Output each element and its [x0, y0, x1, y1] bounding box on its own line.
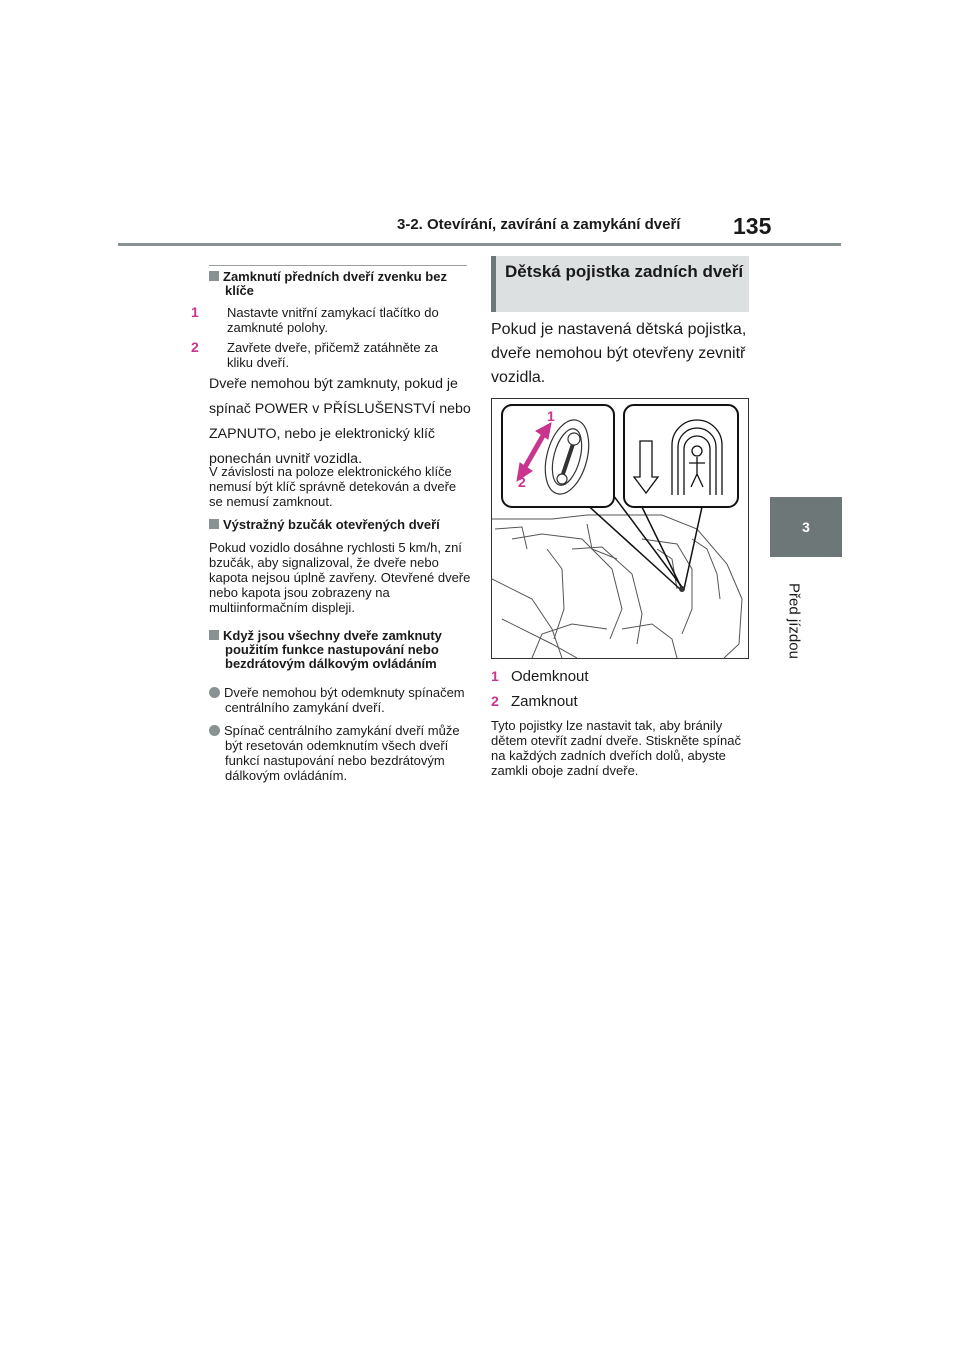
- label-lock: 2: [518, 474, 526, 490]
- paragraph-lock-conditions: Dveře nemohou být zamknuty, pokud je spínač POWER v PŘÍSLUŠENSTVÍ nebo ZAPNUTO, nebo je elektronický klíč ponechán uvnitř vozidla.: [209, 376, 471, 467]
- label-unlock: 1: [547, 408, 555, 424]
- legend-item-unlock: 1 Odemknout: [491, 668, 589, 685]
- child-lock-note: Tyto pojistky lze nastavit tak, aby bránily dětem otevřít zadní dveře. Stiskněte spínač na každých zadních dveřích dolů, abyste zamkli oboje zadní dveře.: [491, 718, 742, 778]
- legend-item-lock: 2 Zamknout: [491, 693, 578, 710]
- square-bullet-icon: [209, 630, 219, 640]
- child-lock-figure: [492, 399, 748, 658]
- header-rule: [118, 243, 841, 246]
- chapter-tab[interactable]: [770, 497, 842, 557]
- step-2: 2 Zavřete dveře, přičemž zatáhněte za kliku dveří.: [191, 339, 438, 370]
- intro-paragraph: Pokud je nastavená dětská pojistka, dveře nemohou být otevřeny zevnitř vozidla.: [491, 321, 747, 386]
- page-number: 135: [733, 213, 772, 239]
- section-rule: [209, 265, 467, 266]
- paragraph-buzzer: Pokud vozidlo dosáhne rychlosti 5 km/h, zní bzučák, aby signalizoval, že dveře nebo kapota nejsou úplně zavřeny. Otevřené dveře nebo kapota jsou zobrazeny na multiinformačním displeji.: [209, 540, 471, 615]
- section-heading: Dětská pojistka zadních dveří: [505, 262, 744, 281]
- bullet-item: Spínač centrálního zamykání dveří může být resetován odemknutím všech dveří funkcí nastupování nebo bezdrátovým dálkovým ovládáním.: [209, 723, 471, 783]
- chapter-number: 3: [802, 519, 810, 535]
- chapter-name: [780, 566, 808, 676]
- child-lock-illustration: [491, 398, 749, 659]
- heading-door-buzzer: Výstražný bzučák otevřených dveří: [209, 518, 471, 532]
- square-bullet-icon: [209, 271, 219, 281]
- section-title: 3-2. Otevírání, zavírání a zamykání dveří: [397, 216, 681, 233]
- paragraph-key-detection: V závislosti na poloze elektronického klíče nemusí být klíč správně detekován a dveře se nemusí zamknout.: [209, 464, 457, 509]
- bullet-item: Dveře nemohou být odemknuty spínačem centrálního zamykání dveří.: [209, 685, 471, 715]
- round-bullet-icon: [209, 725, 220, 736]
- step-1: 1 Nastavte vnitřní zamykací tlačítko do zamknuté polohy.: [191, 304, 439, 335]
- legend: [491, 664, 753, 714]
- heading-all-doors-locked: Když jsou všechny dveře zamknuty použitím funkce nastupování nebo bezdrátovým dálkovým ovládáním: [209, 629, 471, 671]
- square-bullet-icon: [209, 519, 219, 529]
- chapter-name-label: Před jízdou: [785, 583, 803, 659]
- round-bullet-icon: [209, 687, 220, 698]
- heading-lock-without-key: Zamknutí předních dveří zvenku bez klíče: [209, 270, 467, 298]
